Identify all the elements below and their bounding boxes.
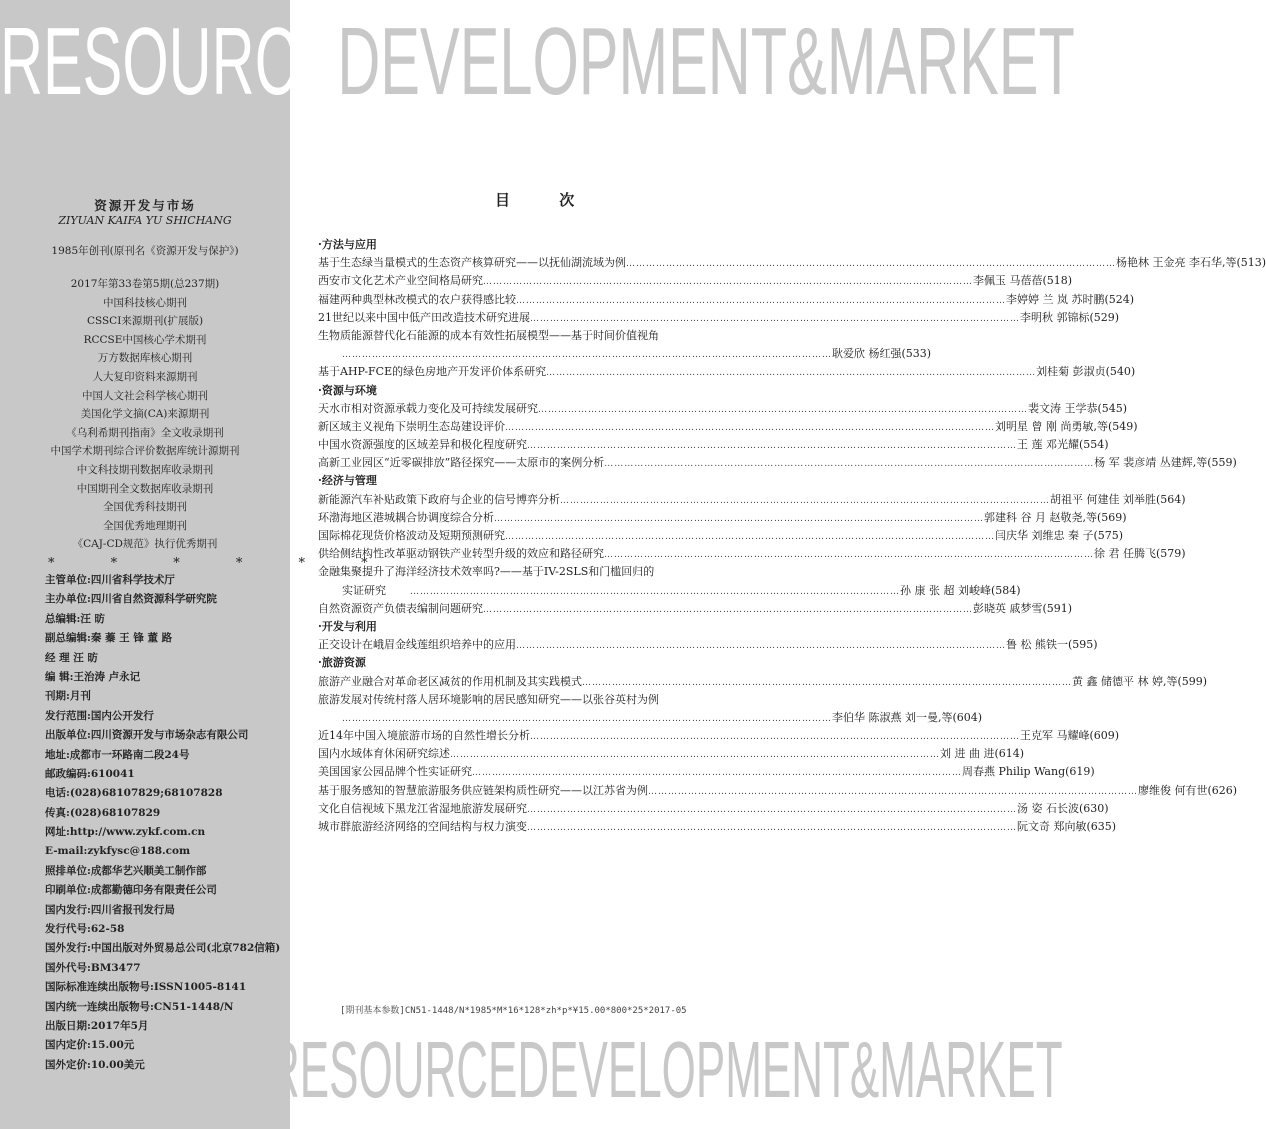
info-line: 印刷单位:成都勤德印务有限责任公司 [45,884,217,897]
toc-leader-dots [318,709,832,727]
toc-entry-authors: 裴文涛 王学恭(545) [1028,401,1128,415]
info-line: 地址:成都市一环路南二段24号 [45,748,190,761]
indexing-item: CSSCI来源期刊(扩展版) [86,315,204,328]
toc-entry[interactable] [318,509,1127,527]
toc-leader-dots [530,727,1020,745]
toc-entry-title: 新能源汽车补贴政策下政府与企业的信号博弈分析 [318,492,560,506]
toc-entry-row[interactable] [318,345,932,363]
toc-entry[interactable] [318,291,1135,309]
toc-entry-title: 高新工业园区“近零碳排放”路径探究——太原市的案例分析 [318,456,605,470]
toc-entry[interactable] [318,527,1124,545]
toc-leader-dots [483,600,973,618]
info-line: 副总编辑:秦 蓁 王 锋 董 路 [45,632,173,645]
toc-section-heading: ·方法与应用 [318,238,377,251]
toc-section-heading: ·经济与管理 [318,474,377,488]
toc-leader-dots [494,509,984,527]
info-line: 出版日期:2017年5月 [45,1019,149,1032]
toc-entry[interactable] [318,800,1109,818]
toc-entry-title: 福建两种典型林改模式的农户获得感比较 [318,292,516,306]
toc-entry-title: 自然资源资产负债表编制问题研究 [318,601,483,615]
journal-name-cn: 资源开发与市场 [94,198,196,213]
banner-top-part1: RESOURCE [0,8,338,115]
toc-entry-title: 国际棉花现货价格波动及短期预测研究 [318,529,505,542]
indexing-item: 中文科技期刊数据库收录期刊 [76,463,214,476]
indexing-item: 中国人文社会科学核心期刊 [82,389,208,402]
info-line: 国内发行:四川省报刊发行局 [45,903,175,916]
toc-entry-title: 文化自信视域下黑龙江省湿地旅游发展研究 [318,801,527,815]
toc-section-heading: ·开发与利用 [318,619,377,633]
toc-entry-authors: 王克军 马耀峰(609) [1020,729,1120,743]
table-of-contents [318,236,1266,836]
info-line: 国际标准连续出版物号:ISSN1005-8141 [45,981,247,994]
toc-entry-title: 基于服务感知的智慧旅游服务供应链架构质性研究——以江苏省为例 [318,783,648,797]
toc-leader-dots [527,818,1017,836]
info-line: 总编辑:汪 昉 [45,612,106,625]
toc-leader-dots [530,309,1020,327]
toc-entry-authors: 廖维俊 何有世(626) [1138,783,1238,797]
toc-entry[interactable] [318,745,1025,763]
toc-entry-authors: 李婷婷 兰 岚 苏时鹏(524) [1006,292,1135,306]
toc-entry-title: 环渤海地区港城耦合协调度综合分析 [318,510,494,524]
toc-leader-dots [626,254,1116,272]
indexing-item: 《乌利希期刊指南》全文收录期刊 [66,426,224,439]
indexing-item: 全国优秀地理期刊 [103,519,187,532]
toc-entry-title: 城市群旅游经济网络的空间结构与权力演变 [318,820,527,833]
indexing-item: 美国化学文摘(CA)来源期刊 [80,408,210,421]
info-line: 照排单位:成都华艺兴顺美工制作部 [45,864,207,877]
toc-entry[interactable] [318,636,1098,654]
toc-entry-authors: 闫庆华 刘维忠 秦 子(575) [995,529,1124,542]
toc-entry[interactable] [318,363,1136,381]
toc-leader-dots [527,800,1017,818]
info-line: 发行范围:国内公开发行 [45,709,154,722]
toc-entry-title: 天水市相对资源承载力变化及可持续发展研究 [318,401,538,415]
toc-entry[interactable] [318,418,1138,436]
banner-bottom: RESOURCEDEVELOPMENT&MARKET [268,1025,1063,1114]
toc-entry-authors: 刘桂菊 彭淑贞(540) [1036,365,1136,379]
info-line: 邮政编码:610041 [45,767,135,780]
toc-leader-dots [472,763,962,781]
info-line: 刊期:月刊 [45,690,91,703]
indexing-item: 人大复印资料来源期刊 [92,370,198,383]
toc-leader-dots [516,291,1006,309]
indexing-item: RCCSE中国核心学术期刊 [83,333,207,346]
toc-section-heading: ·资源与环境 [318,383,377,397]
toc-entry-authors: 李伯华 陈淑燕 刘一曼,等(604) [832,710,983,724]
toc-entry-title: 西安市文化艺术产业空间格局研究 [318,274,483,288]
indexing-item: 中国期刊全文数据库收录期刊 [76,482,214,495]
toc-entry[interactable] [318,600,1073,618]
toc-entry-row[interactable] [318,709,983,727]
toc-entry[interactable] [318,254,1266,272]
cip-parameters: [期刊基本参数]CN51-1448/N*1985*M*16*128*zh*p*¥15.00*800*25*2017-05 [340,1006,687,1016]
toc-leader-dots [538,400,1028,418]
toc-entry-authors: 孙 康 张 超 刘峻峰(584) [900,583,1021,597]
toc-leader-dots [604,454,1094,472]
toc-leader-dots [386,582,900,600]
toc-entry-title: 正交设计在峨眉金线莲组织培养中的应用 [318,638,516,652]
info-line: 发行代号:62-58 [45,923,125,936]
toc-entry-authors: 杨 军 裴彦靖 丛建辉,等(559) [1094,456,1237,470]
toc-entry-title: 旅游产业融合对革命老区减贫的作用机制及其实践模式 [318,674,582,688]
info-line: 编 辑:王治涛 卢永记 [45,670,141,683]
toc-entry-title: 21世纪以来中国中低产田改造技术研究进展 [318,310,530,324]
toc-leader-dots [560,491,1050,509]
info-line: 国外代号:BM3477 [45,961,141,974]
info-line: 国外发行:中国出版对外贸易总公司(北京782信箱) [45,942,281,955]
toc-entry-authors: 李明秋 郭锦标(529) [1020,310,1120,324]
toc-entry[interactable] [318,400,1128,418]
toc-leader-dots [546,363,1036,381]
toc-entry-authors: 鲁 松 熊铁一(595) [1006,638,1098,652]
toc-entry-authors: 李佩玉 马蓓蓓(518) [973,274,1073,288]
toc-entry-title: 国内水域体育休闲研究综述 [318,747,450,761]
toc-entry-title: 近14年中国入境旅游市场的自然性增长分析 [318,729,530,743]
info-line: 经 理 汪 昉 [45,651,98,664]
info-line: 网址:http://www.zykf.com.cn [45,826,206,839]
toc-leader-dots [516,636,1006,654]
info-line: 国外定价:10.00美元 [45,1058,145,1071]
info-line: 国内统一连续出版物号:CN51-1448/N [45,1000,234,1013]
info-line: 出版单位:四川资源开发与市场杂志有限公司 [45,729,249,742]
toc-entry[interactable] [318,436,1109,454]
toc-leader-dots [318,345,832,363]
toc-entry-authors: 周春燕 Philip Wang(619) [962,765,1095,779]
toc-entry-title: 新区域主义视角下崇明生态岛建设评价 [318,419,505,433]
info-line: 主管单位:四川省科学技术厅 [45,574,175,586]
toc-entry-authors: 刘明星 曾 刚 尚勇敏,等(549) [995,419,1138,433]
toc-entry-row[interactable] [318,582,1021,600]
toc-entry-title: 基于AHP-FCE的绿色房地产开发评价体系研究 [318,365,547,379]
toc-entry[interactable] [318,727,1120,745]
toc-entry-authors: 黄 鑫 储德平 林 婷,等(599) [1072,674,1208,688]
toc-leader-dots [582,673,1072,691]
toc-entry-authors: 耿爱欣 杨红强(533) [832,347,932,361]
toc-entry-title: 美国国家公园品牌个性实证研究 [318,765,472,779]
banner-top [0,8,1075,115]
indexing-item: 2017年第33卷第5期(总237期) [70,278,220,290]
toc-entry-title: 基于生态绿当量模式的生态资产核算研究——以抚仙湖流域为例 [318,256,626,270]
toc-leader-dots [450,745,940,763]
toc-entry[interactable] [318,545,1186,563]
indexing-list [0,275,290,554]
toc-entry-authors: 刘 进 曲 进(614) [940,747,1025,761]
toc-leader-dots [505,418,995,436]
toc-entry-authors: 王 莲 邓光耀(554) [1017,438,1109,452]
info-line: 传真:(028)68107829 [45,806,161,819]
toc-entry[interactable] [318,673,1208,691]
journal-name-pinyin: ZIYUAN KAIFA YU SHICHANG [58,214,232,227]
toc-entry-authors: 杨艳林 王金亮 李石华,等(513) [1116,256,1266,270]
toc-entry-authors: 汤 姿 石长波(630) [1017,801,1109,815]
toc-entry[interactable] [318,782,1238,800]
toc-entry-title: 供给侧结构性改革驱动钢铁产业转型升级的效应和路径研究 [318,547,604,561]
info-line: 国内定价:15.00元 [45,1039,135,1052]
toc-leader-dots [527,436,1017,454]
toc-entry-authors: 胡祖平 何建佳 刘举胜(564) [1050,492,1186,506]
toc-leader-dots [648,782,1138,800]
toc-entry-authors: 徐 君 任腾飞(579) [1094,547,1186,561]
indexing-item: 中国学术期刊综合评价数据库统计源期刊 [50,445,240,458]
banner-top-part2: DEVELOPMENT&MARKET [337,8,1075,115]
toc-entry-authors: 阮文奇 郑向敏(635) [1017,820,1117,833]
publication-info [45,571,290,1075]
toc-section-heading: ·旅游资源 [318,656,366,670]
toc-entry[interactable] [318,763,1095,781]
info-line: 电话:(028)68107829;68107828 [45,787,223,800]
toc-leader-dots [505,527,995,545]
toc-entry-continuation: 实证研究 [342,583,386,597]
divider-stars: * * * * * * [48,556,394,571]
toc-entry[interactable] [318,818,1117,836]
toc-entry-authors: 郭建科 谷 月 赵敬尧,等(569) [984,510,1127,524]
toc-entry[interactable] [318,272,1073,290]
toc-entry-title[interactable]: 生物质能源替代化石能源的成本有效性拓展模型——基于时间价值视角 [318,328,659,342]
toc-leader-dots [604,545,1094,563]
toc-entry-title[interactable]: 旅游发展对传统村落人居环境影响的居民感知研究——以张谷英村为例 [318,692,659,706]
toc-entry-authors: 彭晓英 戚梦雪(591) [973,601,1073,615]
toc-title: 目 次 [495,191,597,209]
indexing-item: 中国科技核心期刊 [103,296,187,309]
info-line: 主办单位:四川省自然资源科学研究院 [45,593,217,606]
toc-leader-dots [483,272,973,290]
toc-entry-title[interactable]: 金融集聚提升了海洋经济技术效率吗?——基于IV-2SLS和门槛回归的 [318,565,655,579]
info-line: E-mail:zykfysc@188.com [45,845,191,858]
indexing-item: 全国优秀科技期刊 [103,501,187,514]
toc-entry-title: 中国水资源强度的区域差异和极化程度研究 [318,438,527,452]
indexing-item: 万方数据库核心期刊 [97,352,193,365]
indexing-item: 《CAJ-CD规范》执行优秀期刊 [72,538,218,551]
toc-entry[interactable] [318,454,1237,472]
toc-entry[interactable] [318,309,1120,327]
toc-entry[interactable] [318,491,1186,509]
journal-founded: 1985年创刊(原刊名《资源开发与保护》) [51,245,239,257]
